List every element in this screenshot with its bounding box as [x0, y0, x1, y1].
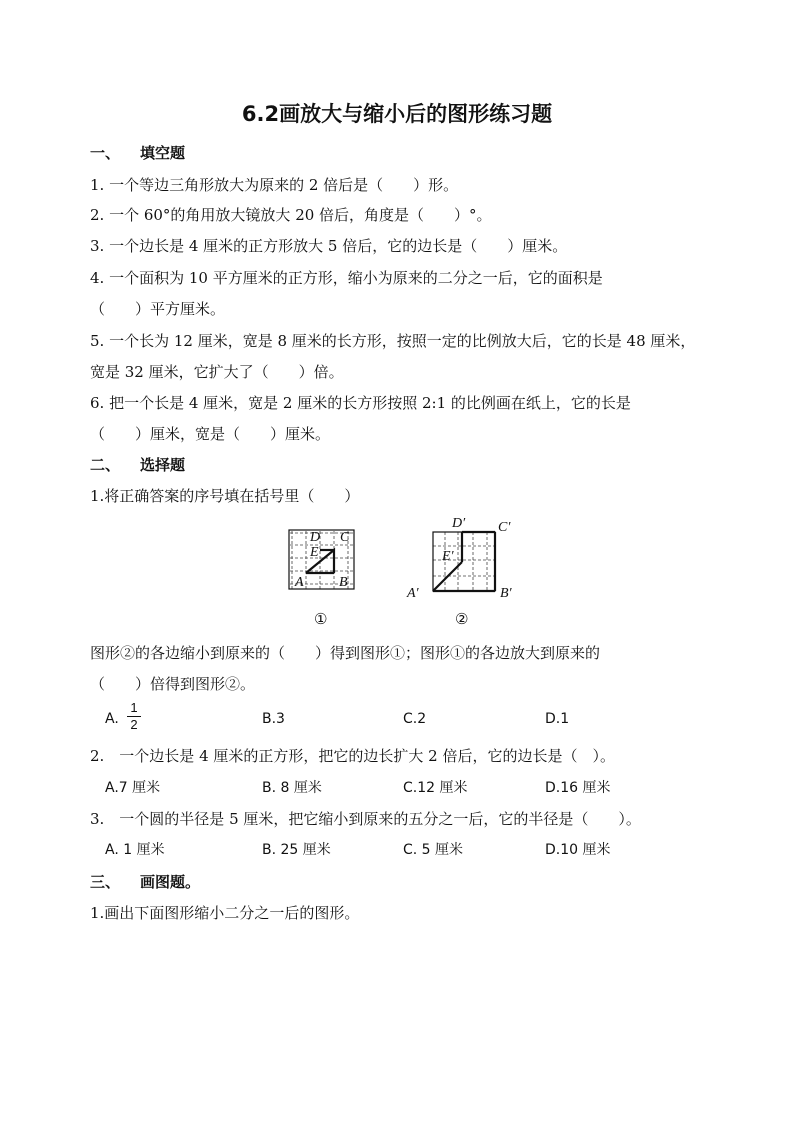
point-label-b: B	[339, 575, 348, 590]
q2-option-d: D.16 厘米	[545, 780, 611, 796]
question-fill-3: 3. 一个边长是 4 厘米的正方形放大 5 倍后，它的边长是（ ）厘米。	[90, 237, 568, 255]
figure-large	[406, 516, 513, 628]
point-label-c-prime: C′	[498, 520, 511, 535]
q2-option-a: A.7 厘米	[105, 780, 161, 796]
section-drawing	[90, 872, 200, 892]
point-label-e-prime: E′	[442, 549, 454, 564]
question-fill-6-line2: （ ）厘米，宽是（ ）厘米。	[90, 425, 331, 443]
question-choice-3: 3. 一个圆的半径是 5 厘米，把它缩小到原来的五分之一后，它的半径是（ ）。	[90, 810, 641, 828]
point-label-b-prime: B′	[500, 586, 512, 601]
section-fill-in	[90, 143, 185, 163]
q3-option-a: A. 1 厘米	[105, 842, 165, 858]
section-choice	[90, 455, 185, 475]
q3-option-d: D.10 厘米	[545, 842, 611, 858]
section-label: 填空题	[140, 144, 186, 162]
question-fill-6-line1: 6. 把一个长是 4 厘米，宽是 2 厘米的长方形按照 2:1 的比例画在纸上，它的长是	[90, 394, 631, 412]
section-label: 选择题	[140, 456, 186, 474]
q3-option-b: B. 25 厘米	[262, 842, 331, 858]
fraction-denominator: 2	[130, 717, 138, 732]
point-label-e: E	[310, 545, 319, 560]
question-fill-2: 2. 一个 60°的角用放大镜放大 20 倍后，角度是（ ）°。	[90, 206, 492, 224]
section-label: 画图题。	[140, 873, 201, 891]
point-label-a-prime: A′	[407, 586, 419, 601]
figure-label-1: ①	[314, 610, 328, 628]
fraction-numerator: 1	[130, 700, 138, 715]
section-number: 一、	[90, 144, 121, 162]
option-b: B.3	[262, 711, 285, 727]
question-fill-5-line1: 5. 一个长为 12 厘米，宽是 8 厘米的长方形，按照一定的比例放大后，它的长是 48 厘米，	[90, 332, 696, 350]
question-fill-4-line1: 4. 一个面积为 10 平方厘米的正方形，缩小为原来的二分之一后，它的面积是	[90, 269, 603, 287]
point-label-d-prime: D′	[452, 516, 466, 531]
option-d: D.1	[545, 711, 570, 727]
question-choice-2: 2. 一个边长是 4 厘米的正方形，把它的边长扩大 2 倍后，它的边长是（ ）。	[90, 747, 615, 765]
option-a-prefix: A.	[105, 711, 119, 727]
figure-small	[289, 530, 354, 628]
question-choice-1-line1: 图形②的各边缩小到原来的（ ）得到图形①；图形①的各边放大到原来的	[90, 644, 601, 662]
option-a-fraction	[127, 701, 141, 732]
question-fill-1: 1. 一个等边三角形放大为原来的 2 倍后是（ ）形。	[90, 176, 459, 194]
point-label-a: A	[295, 575, 304, 590]
point-label-d: D	[310, 530, 321, 545]
question-fill-4-line2: （ ）平方厘米。	[90, 300, 226, 318]
section-number: 二、	[90, 456, 121, 474]
q3-option-c: C. 5 厘米	[403, 842, 464, 858]
question-draw-1: 1.画出下面图形缩小二分之一后的图形。	[90, 904, 360, 922]
page-title: 6.2画放大与缩小后的图形练习题	[241, 102, 553, 126]
question-choice-1-intro: 1.将正确答案的序号填在括号里（ ）	[90, 487, 360, 505]
section-number: 三、	[90, 873, 121, 891]
figure-label-2: ②	[455, 610, 469, 628]
question-choice-1-line2: （ ）倍得到图形②。	[90, 675, 256, 693]
q2-option-b: B. 8 厘米	[262, 780, 322, 796]
q2-option-c: C.12 厘米	[403, 780, 468, 796]
point-label-c: C	[340, 530, 350, 545]
question-fill-5-line2: 宽是 32 厘米，它扩大了（ ）倍。	[90, 363, 344, 381]
option-c: C.2	[403, 711, 427, 727]
figures	[0, 510, 794, 640]
